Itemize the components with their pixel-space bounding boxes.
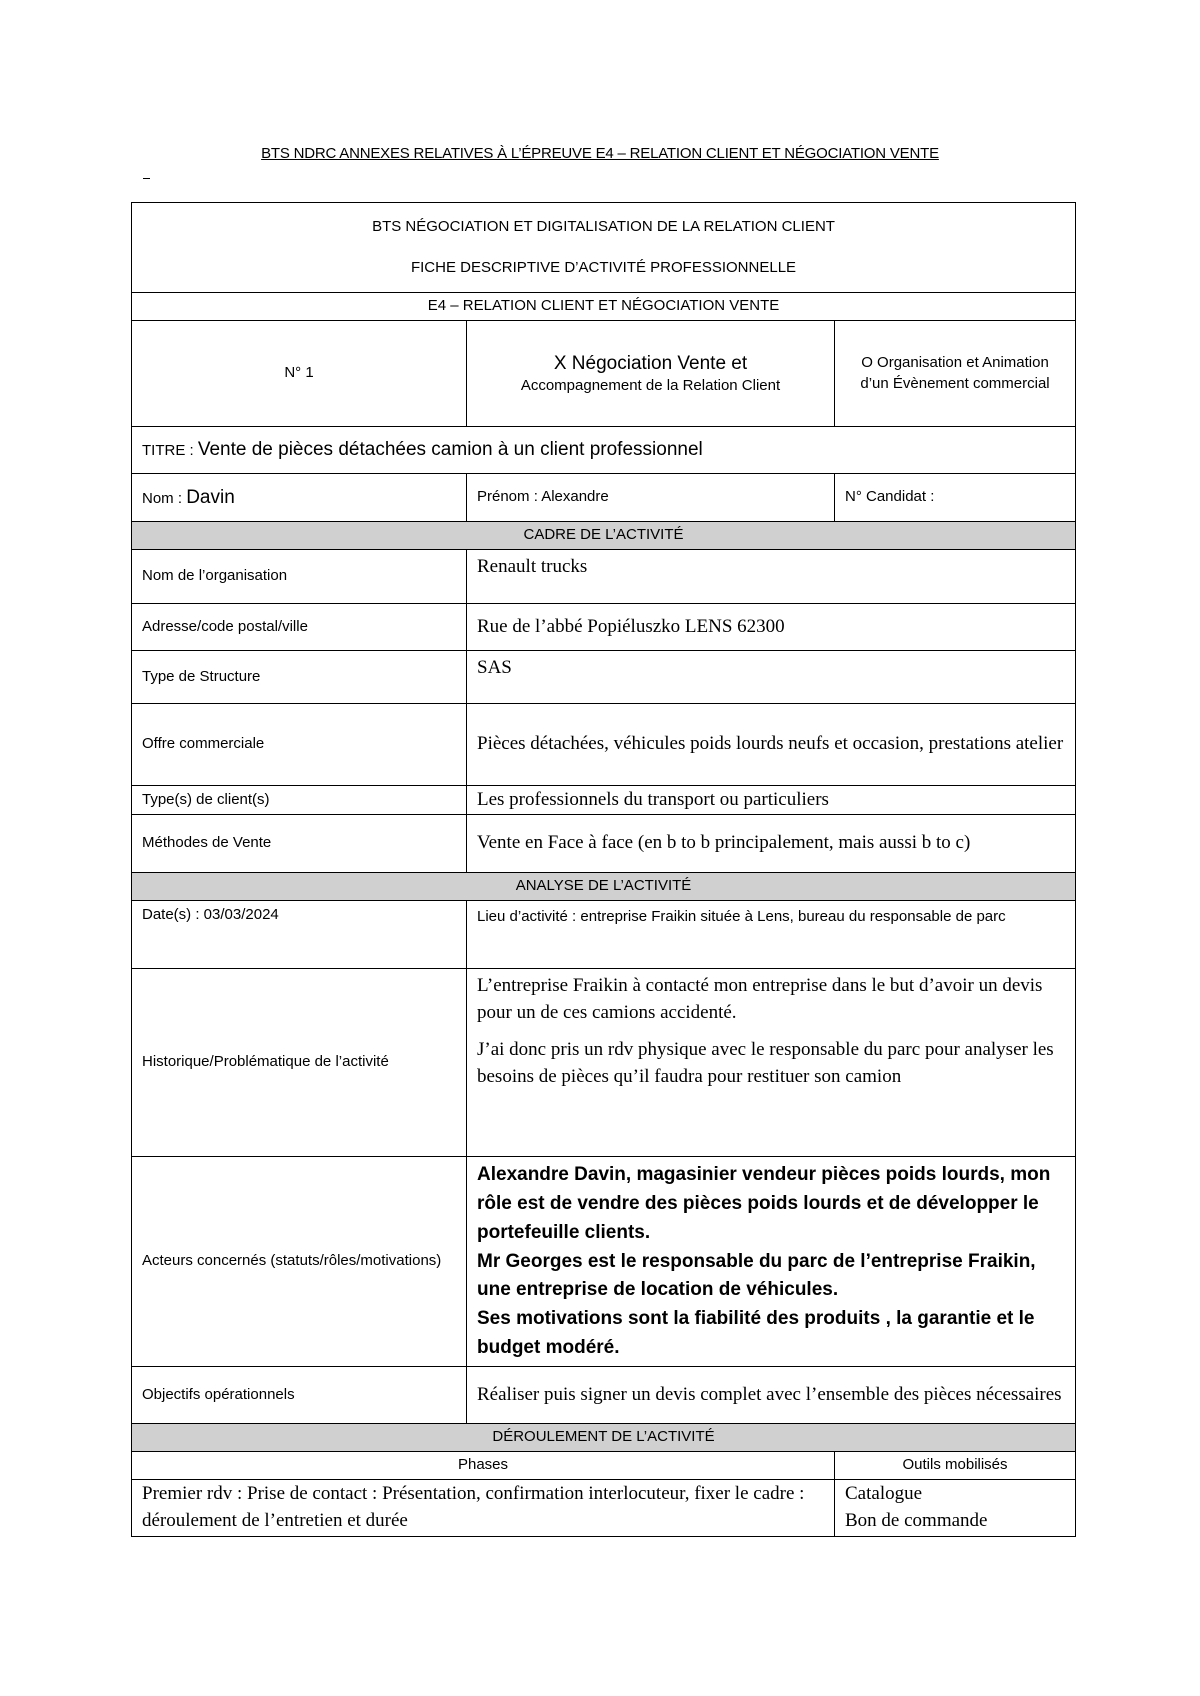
option-negociation-vente (467, 321, 835, 427)
candidat-row (132, 474, 1076, 522)
objectifs-label: Objectifs opérationnels (132, 1367, 467, 1424)
cadre-row-offre (132, 704, 1076, 786)
cadre-row-methodes (132, 815, 1076, 873)
dates-cell: Date(s) : 03/03/2024 (132, 901, 467, 969)
historique-cell (467, 969, 1076, 1157)
deroulement-header-row (132, 1452, 1076, 1480)
cadre-row-clients (132, 786, 1076, 815)
numero-candidat-cell: N° Candidat : (835, 474, 1076, 522)
cadre-value: Vente en Face à face (en b to b principalement, mais aussi b to c) (467, 815, 1076, 873)
document-title: BTS NDRC ANNEXES RELATIVES À L’ÉPREUVE E4 – RELATION CLIENT ET NÉGOCIATION VENTE (261, 145, 939, 162)
historique-paragraph: L’entreprise Fraikin à contacté mon entreprise dans le but d’avoir un devis pour un de ces camions accidenté. (477, 975, 1043, 1023)
cadre-value: Renault trucks (467, 550, 1076, 604)
cadre-label: Nom de l’organisation (132, 550, 467, 604)
historique-paragraph: J’ai donc pris un rdv physique avec le responsable du parc pour analyser les besoins de pièces qu’il faudra pour restituer son camion (477, 1038, 1054, 1087)
outil-item: Bon de commande (845, 1510, 988, 1531)
cadre-label: Offre commerciale (132, 704, 467, 786)
epreuve-row (132, 293, 1076, 321)
acteur-paragraph: Mr Georges est le responsable du parc de l’entreprise Fraikin, une entreprise de location de véhicules. (477, 1250, 1036, 1301)
prenom-cell: Prénom : Alexandre (467, 474, 835, 522)
objectifs-cell: Réaliser puis signer un devis complet avec l’ensemble des pièces nécessaires (467, 1367, 1076, 1424)
option-negociation-title: X Négociation Vente et (553, 352, 748, 374)
epreuve-cell: E4 – RELATION CLIENT ET NÉGOCIATION VENTE (132, 293, 1076, 321)
phase-row (132, 1480, 1076, 1537)
cadre-label: Type(s) de client(s) (132, 786, 467, 815)
nom-value: Davin (186, 486, 235, 508)
cadre-value: SAS (467, 651, 1076, 704)
outils-cell (835, 1480, 1076, 1537)
titre-label: TITRE : (142, 442, 198, 460)
cadre-label: Type de Structure (132, 651, 467, 704)
fiche-number: N° 1 (132, 321, 467, 427)
phases-header: Phases (132, 1452, 835, 1480)
phase-cell: Premier rdv : Prise de contact : Présentation, confirmation interlocuteur, fixer le cadre : déroulement de l’entretien et durée (132, 1480, 835, 1537)
header-line1: BTS NÉGOCIATION ET DIGITALISATION DE LA RELATION CLIENT (372, 218, 835, 236)
analyse-row-date-lieu (132, 901, 1076, 969)
deroulement-heading: DÉROULEMENT DE L’ACTIVITÉ (132, 1424, 1076, 1452)
nom-cell (132, 474, 467, 522)
cadre-value: Les professionnels du transport ou particuliers (467, 786, 1076, 815)
titre-value: Vente de pièces détachées camion à un client professionnel (197, 439, 703, 461)
cadre-label: Méthodes de Vente (132, 815, 467, 873)
acteurs-cell (467, 1157, 1076, 1367)
titre-row (132, 427, 1076, 474)
header-cell (132, 203, 1076, 293)
analyse-heading: ANALYSE DE L’ACTIVITÉ (132, 873, 1076, 901)
options-row (132, 321, 1076, 427)
cadre-label: Adresse/code postal/ville (132, 604, 467, 651)
outil-item: Catalogue (845, 1483, 923, 1505)
option-negociation-rest: Accompagnement de la Relation Client (520, 377, 781, 395)
header-row (132, 203, 1076, 293)
acteurs-label: Acteurs concernés (statuts/rôles/motivations) (132, 1157, 467, 1367)
fiche-table (131, 202, 1076, 1537)
header-line2: FICHE DESCRIPTIVE D’ACTIVITÉ PROFESSIONNELLE (410, 258, 797, 276)
analyse-heading-row (132, 873, 1076, 901)
acteur-paragraph: Ses motivations sont la fiabilité des produits , la garantie et le budget modéré. (477, 1308, 1035, 1359)
deroulement-heading-row (132, 1424, 1076, 1452)
outils-header: Outils mobilisés (835, 1452, 1076, 1480)
cadre-row-organisation (132, 550, 1076, 604)
analyse-row-acteurs (132, 1157, 1076, 1367)
titre-cell (132, 427, 1076, 474)
cadre-heading-row (132, 522, 1076, 550)
nom-label: Nom : (142, 489, 187, 507)
analyse-row-historique (132, 969, 1076, 1157)
stray-underscore-mark (143, 178, 150, 179)
cadre-row-structure (132, 651, 1076, 704)
lieu-cell: Lieu d’activité : entreprise Fraikin située à Lens, bureau du responsable de parc (467, 901, 1076, 969)
historique-label: Historique/Problématique de l’activité (132, 969, 467, 1157)
analyse-row-objectifs (132, 1367, 1076, 1424)
cadre-row-adresse (132, 604, 1076, 651)
cadre-value: Pièces détachées, véhicules poids lourds neufs et occasion, prestations atelier (467, 704, 1076, 786)
option-organisation-evenement: O Organisation et Animation d’un Évènement commercial (835, 321, 1076, 427)
acteur-paragraph: Alexandre Davin, magasinier vendeur pièces poids lourds, mon rôle est de vendre des pièces poids lourds et de développer le portefeuille clients. (477, 1163, 1051, 1243)
cadre-heading: CADRE DE L’ACTIVITÉ (132, 522, 1076, 550)
cadre-value: Rue de l’abbé Popiéluszko LENS 62300 (467, 604, 1076, 651)
